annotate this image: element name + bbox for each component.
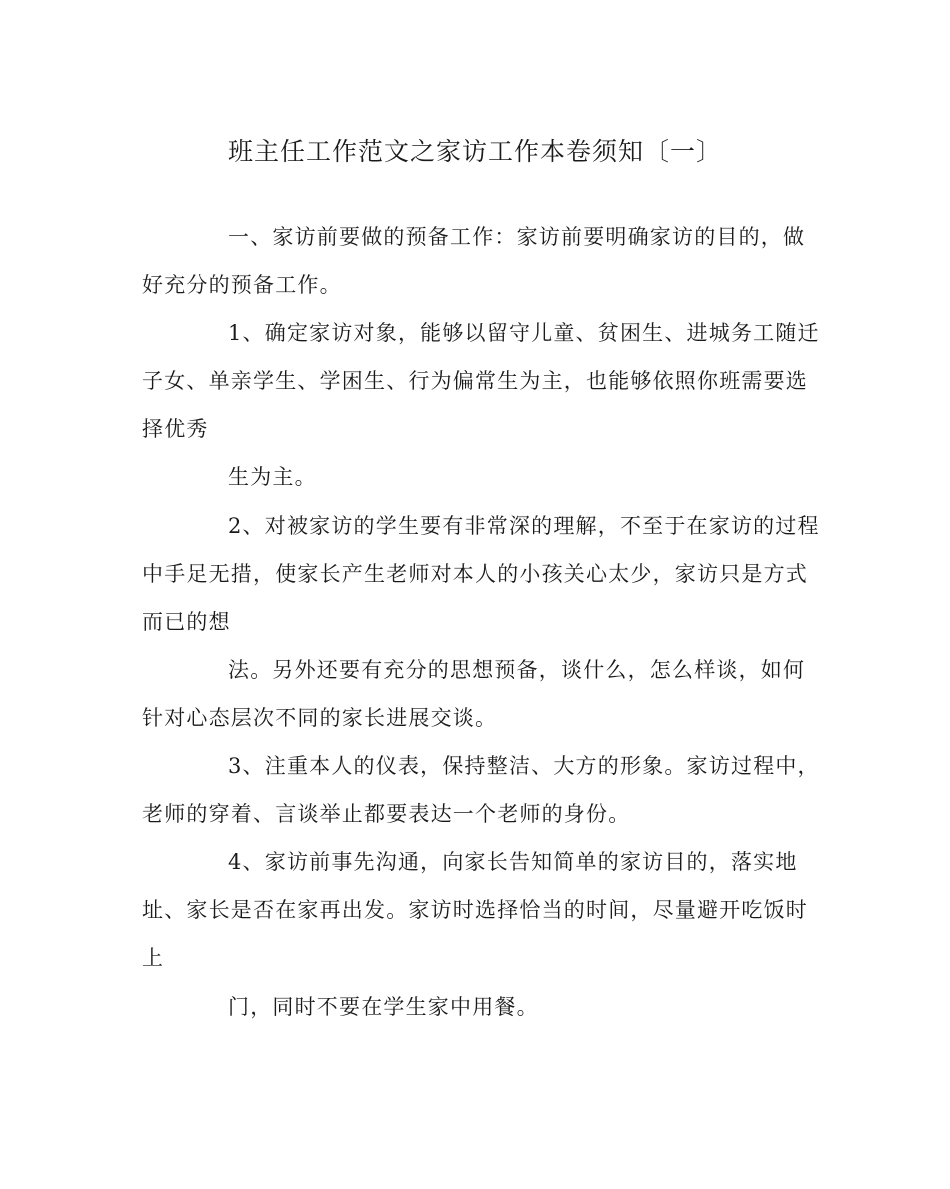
paragraph-line: 3、注重本人的仪表，保持整洁、大方的形象。家访过程中， <box>228 754 820 778</box>
paragraph-line: 法。另外还要有充分的思想预备，谈什么，怎么样谈，如何 <box>228 658 806 682</box>
paragraph-line: 上 <box>142 946 165 970</box>
paragraph-line: 门，同时不要在学生家中用餐。 <box>228 995 539 1019</box>
paragraph-line: 2、对被家访的学生要有非常深的理解，不至于在家访的过程 <box>228 514 820 538</box>
paragraph-line: 1、确定家访对象，能够以留守儿童、贫困生、进城务工随迁 <box>228 321 820 345</box>
paragraph-line: 生为主。 <box>228 465 317 489</box>
paragraph-line: 择优秀 <box>142 417 209 441</box>
paragraph-line: 址、家长是否在家再出发。家访时选择恰当的时间，尽量避开吃饭时 <box>142 898 808 922</box>
paragraph-line: 好充分的预备工作。 <box>142 273 342 297</box>
paragraph-line: 中手足无措，使家长产生老师对本人的小孩关心太少，家访只是方式 <box>142 562 808 586</box>
paragraph-line: 针对心态层次不同的家长进展交谈。 <box>142 706 498 730</box>
paragraph-line: 4、家访前事先沟通，向家长告知简单的家访目的，落实地 <box>228 850 798 874</box>
paragraph-line: 一、家访前要做的预备工作：家访前要明确家访的目的，做 <box>228 225 806 249</box>
paragraph-line: 老师的穿着、言谈举止都要表达一个老师的身份。 <box>142 802 631 826</box>
document-title: 班主任工作范文之家访工作本卷须知〔一〕 <box>227 137 722 166</box>
paragraph-line: 子女、单亲学生、学困生、行为偏常生为主，也能够依照你班需要选 <box>142 369 808 393</box>
paragraph-line: 而已的想 <box>142 610 231 634</box>
